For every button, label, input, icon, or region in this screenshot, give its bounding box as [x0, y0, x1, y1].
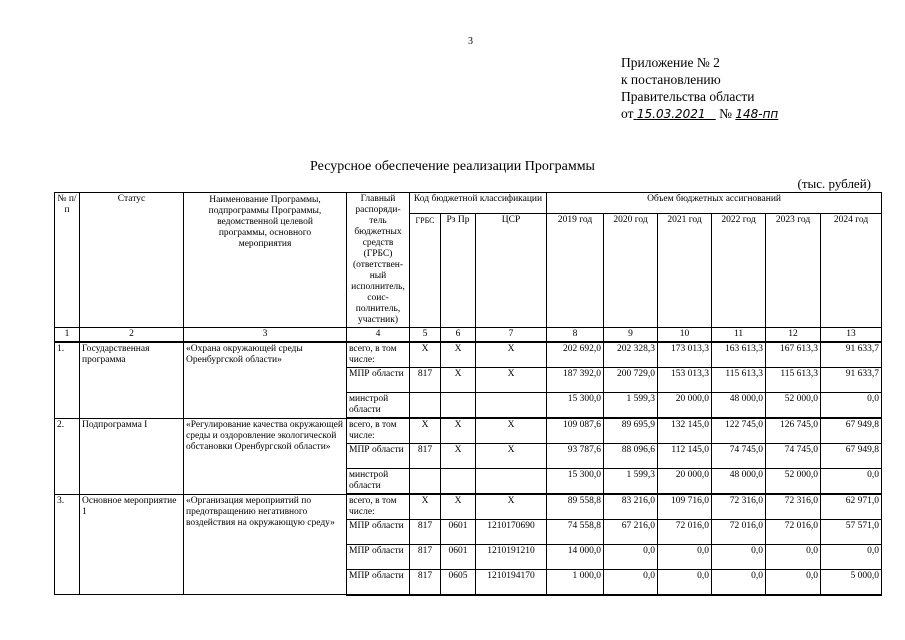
column-number: 9 [604, 328, 658, 343]
page-number: 3 [468, 36, 473, 47]
table-row [55, 494, 882, 520]
code-csr: X [476, 368, 547, 393]
code-rzpr [441, 393, 476, 419]
code-csr [476, 393, 547, 419]
row-number: 1. [55, 342, 80, 418]
row-number: 2. [55, 418, 80, 494]
budget-value: 20 000,0 [658, 469, 712, 495]
budget-value: 153 013,3 [658, 368, 712, 393]
row-status: Основное мероприятие 1 [80, 494, 184, 595]
header-year-2022: 2022 год [712, 214, 766, 328]
from-label: от [621, 106, 634, 121]
column-number: 8 [547, 328, 604, 343]
column-number-row [55, 328, 882, 343]
budget-value: 202 328,3 [604, 342, 658, 368]
budget-value: 115 613,3 [766, 368, 821, 393]
column-number: 1 [55, 328, 80, 343]
row-name: «Охрана окружающей среды Оренбургской области» [184, 342, 347, 418]
code-rzpr [441, 469, 476, 495]
budget-value: 0,0 [658, 545, 712, 570]
header-name: Наименование Программы, подпрограммы Программы, ведомственной целевой программы, основного мероприятия [184, 193, 347, 328]
code-csr: X [476, 494, 547, 520]
code-rzpr: X [441, 368, 476, 393]
column-number: 5 [410, 328, 441, 343]
budget-value: 1 599,3 [604, 469, 658, 495]
row-grbs: минстрой области [347, 393, 410, 419]
resource-table [54, 192, 882, 596]
header-year-2024: 2024 год [821, 214, 882, 328]
row-name: «Организация мероприятий по предотвращению негативного воздействия на окружающую среду» [184, 494, 347, 595]
budget-value: 48 000,0 [712, 469, 766, 495]
budget-value: 0,0 [766, 545, 821, 570]
row-grbs: всего, в том числе: [347, 494, 410, 520]
budget-value: 167 613,3 [766, 342, 821, 368]
budget-value: 115 613,3 [712, 368, 766, 393]
budget-value: 5 000,0 [821, 570, 882, 595]
header-code-grbs: ГРБС [410, 214, 441, 328]
header-code-csr: ЦСР [476, 214, 547, 328]
budget-value: 91 633,7 [821, 368, 882, 393]
budget-value: 67 216,0 [604, 520, 658, 545]
row-grbs: минстрой области [347, 469, 410, 495]
document-title: Ресурсное обеспечение реализации Программы [310, 159, 595, 174]
budget-value: 0,0 [712, 545, 766, 570]
budget-value: 91 633,7 [821, 342, 882, 368]
budget-value: 0,0 [821, 545, 882, 570]
code-rzpr: 0601 [441, 520, 476, 545]
code-grbs: X [410, 494, 441, 520]
budget-value: 200 729,0 [604, 368, 658, 393]
appendix-header [621, 54, 778, 123]
header-code-rzpr: Рз Пр [441, 214, 476, 328]
code-csr: X [476, 444, 547, 469]
budget-value: 0,0 [712, 570, 766, 595]
budget-value: 20 000,0 [658, 393, 712, 419]
column-number: 10 [658, 328, 712, 343]
code-grbs [410, 393, 441, 419]
header-year-2019: 2019 год [547, 214, 604, 328]
row-grbs: МПР области [347, 368, 410, 393]
code-csr: X [476, 342, 547, 368]
budget-value: 62 971,0 [821, 494, 882, 520]
row-grbs: всего, в том числе: [347, 342, 410, 368]
row-grbs: всего, в том числе: [347, 418, 410, 444]
code-rzpr: X [441, 494, 476, 520]
row-number: 3. [55, 494, 80, 595]
budget-value: 0,0 [658, 570, 712, 595]
code-csr: 1210170690 [476, 520, 547, 545]
budget-value: 67 949,8 [821, 444, 882, 469]
column-number: 2 [80, 328, 184, 343]
budget-value: 72 016,0 [712, 520, 766, 545]
budget-value: 0,0 [821, 469, 882, 495]
column-number: 6 [441, 328, 476, 343]
budget-value: 14 000,0 [547, 545, 604, 570]
code-grbs: 817 [410, 520, 441, 545]
header-status: Статус [80, 193, 184, 328]
column-number: 3 [184, 328, 347, 343]
header-volume-group: Объем бюджетных ассигнований [547, 193, 882, 214]
row-grbs: МПР области [347, 545, 410, 570]
budget-value: 52 000,0 [766, 469, 821, 495]
header-code-group: Код бюджетной классификации [410, 193, 547, 214]
budget-value: 72 016,0 [658, 520, 712, 545]
budget-value: 83 216,0 [604, 494, 658, 520]
budget-value: 93 787,6 [547, 444, 604, 469]
row-status: Государственная программа [80, 342, 184, 418]
code-grbs: X [410, 418, 441, 444]
code-csr: 1210191210 [476, 545, 547, 570]
appendix-line-3: Правительства области [621, 89, 755, 104]
budget-value: 72 316,0 [712, 494, 766, 520]
header-year-2020: 2020 год [604, 214, 658, 328]
column-number: 7 [476, 328, 547, 343]
code-grbs [410, 469, 441, 495]
header-num: № п/п [55, 193, 80, 328]
table-row [55, 342, 882, 368]
appendix-line-2: к постановлению [621, 72, 721, 87]
appendix-line-1: Приложение № 2 [621, 55, 720, 70]
row-grbs: МПР области [347, 444, 410, 469]
budget-value: 15 300,0 [547, 469, 604, 495]
column-number: 11 [712, 328, 766, 343]
handwritten-date: 15.03.2021 [636, 107, 706, 121]
code-grbs: 817 [410, 570, 441, 595]
code-rzpr: X [441, 418, 476, 444]
budget-value: 74 745,0 [766, 444, 821, 469]
budget-value: 0,0 [604, 545, 658, 570]
budget-value: 52 000,0 [766, 393, 821, 419]
column-number: 13 [821, 328, 882, 343]
code-grbs: 817 [410, 368, 441, 393]
budget-value: 72 016,0 [766, 520, 821, 545]
code-grbs: 817 [410, 444, 441, 469]
number-label: № [719, 106, 732, 121]
code-grbs: X [410, 342, 441, 368]
row-grbs: МПР области [347, 570, 410, 595]
code-rzpr: 0601 [441, 545, 476, 570]
code-csr: X [476, 418, 547, 444]
budget-value: 173 013,3 [658, 342, 712, 368]
code-rzpr: X [441, 342, 476, 368]
budget-value: 112 145,0 [658, 444, 712, 469]
budget-value: 132 145,0 [658, 418, 712, 444]
budget-value: 67 949,8 [821, 418, 882, 444]
budget-value: 1 000,0 [547, 570, 604, 595]
appendix-date-line [621, 105, 778, 123]
budget-value: 48 000,0 [712, 393, 766, 419]
column-number: 12 [766, 328, 821, 343]
unit-label: (тыс. рублей) [797, 176, 871, 191]
row-grbs: МПР области [347, 520, 410, 545]
budget-value: 0,0 [604, 570, 658, 595]
code-grbs: 817 [410, 545, 441, 570]
row-status: Подпрограмма I [80, 418, 184, 494]
budget-value: 74 558,8 [547, 520, 604, 545]
header-grbs: Главный распоряди-тель бюджетных средств (ГРБС) (ответствен-ный исполнитель, соис-полнитель, участник) [347, 193, 410, 328]
column-number: 4 [347, 328, 410, 343]
header-year-2021: 2021 год [658, 214, 712, 328]
header-row-1 [55, 193, 882, 214]
code-csr: 1210194170 [476, 570, 547, 595]
budget-value: 72 316,0 [766, 494, 821, 520]
budget-value: 163 613,3 [712, 342, 766, 368]
budget-value: 89 558,8 [547, 494, 604, 520]
budget-value: 89 695,9 [604, 418, 658, 444]
budget-value: 109 087,6 [547, 418, 604, 444]
budget-value: 122 745,0 [712, 418, 766, 444]
code-csr [476, 469, 547, 495]
budget-value: 74 745,0 [712, 444, 766, 469]
budget-value: 187 392,0 [547, 368, 604, 393]
handwritten-number: 148-пп [735, 107, 779, 121]
budget-value: 0,0 [821, 393, 882, 419]
budget-value: 0,0 [766, 570, 821, 595]
budget-value: 15 300,0 [547, 393, 604, 419]
budget-value: 126 745,0 [766, 418, 821, 444]
code-rzpr: 0605 [441, 570, 476, 595]
budget-value: 57 571,0 [821, 520, 882, 545]
table-row [55, 418, 882, 444]
budget-value: 88 096,6 [604, 444, 658, 469]
code-rzpr: X [441, 444, 476, 469]
budget-value: 109 716,0 [658, 494, 712, 520]
budget-value: 1 599,3 [604, 393, 658, 419]
header-year-2023: 2023 год [766, 214, 821, 328]
row-name: «Регулирование качества окружающей среды и оздоровление экологической обстановки Оренбургской области» [184, 418, 347, 494]
budget-value: 202 692,0 [547, 342, 604, 368]
